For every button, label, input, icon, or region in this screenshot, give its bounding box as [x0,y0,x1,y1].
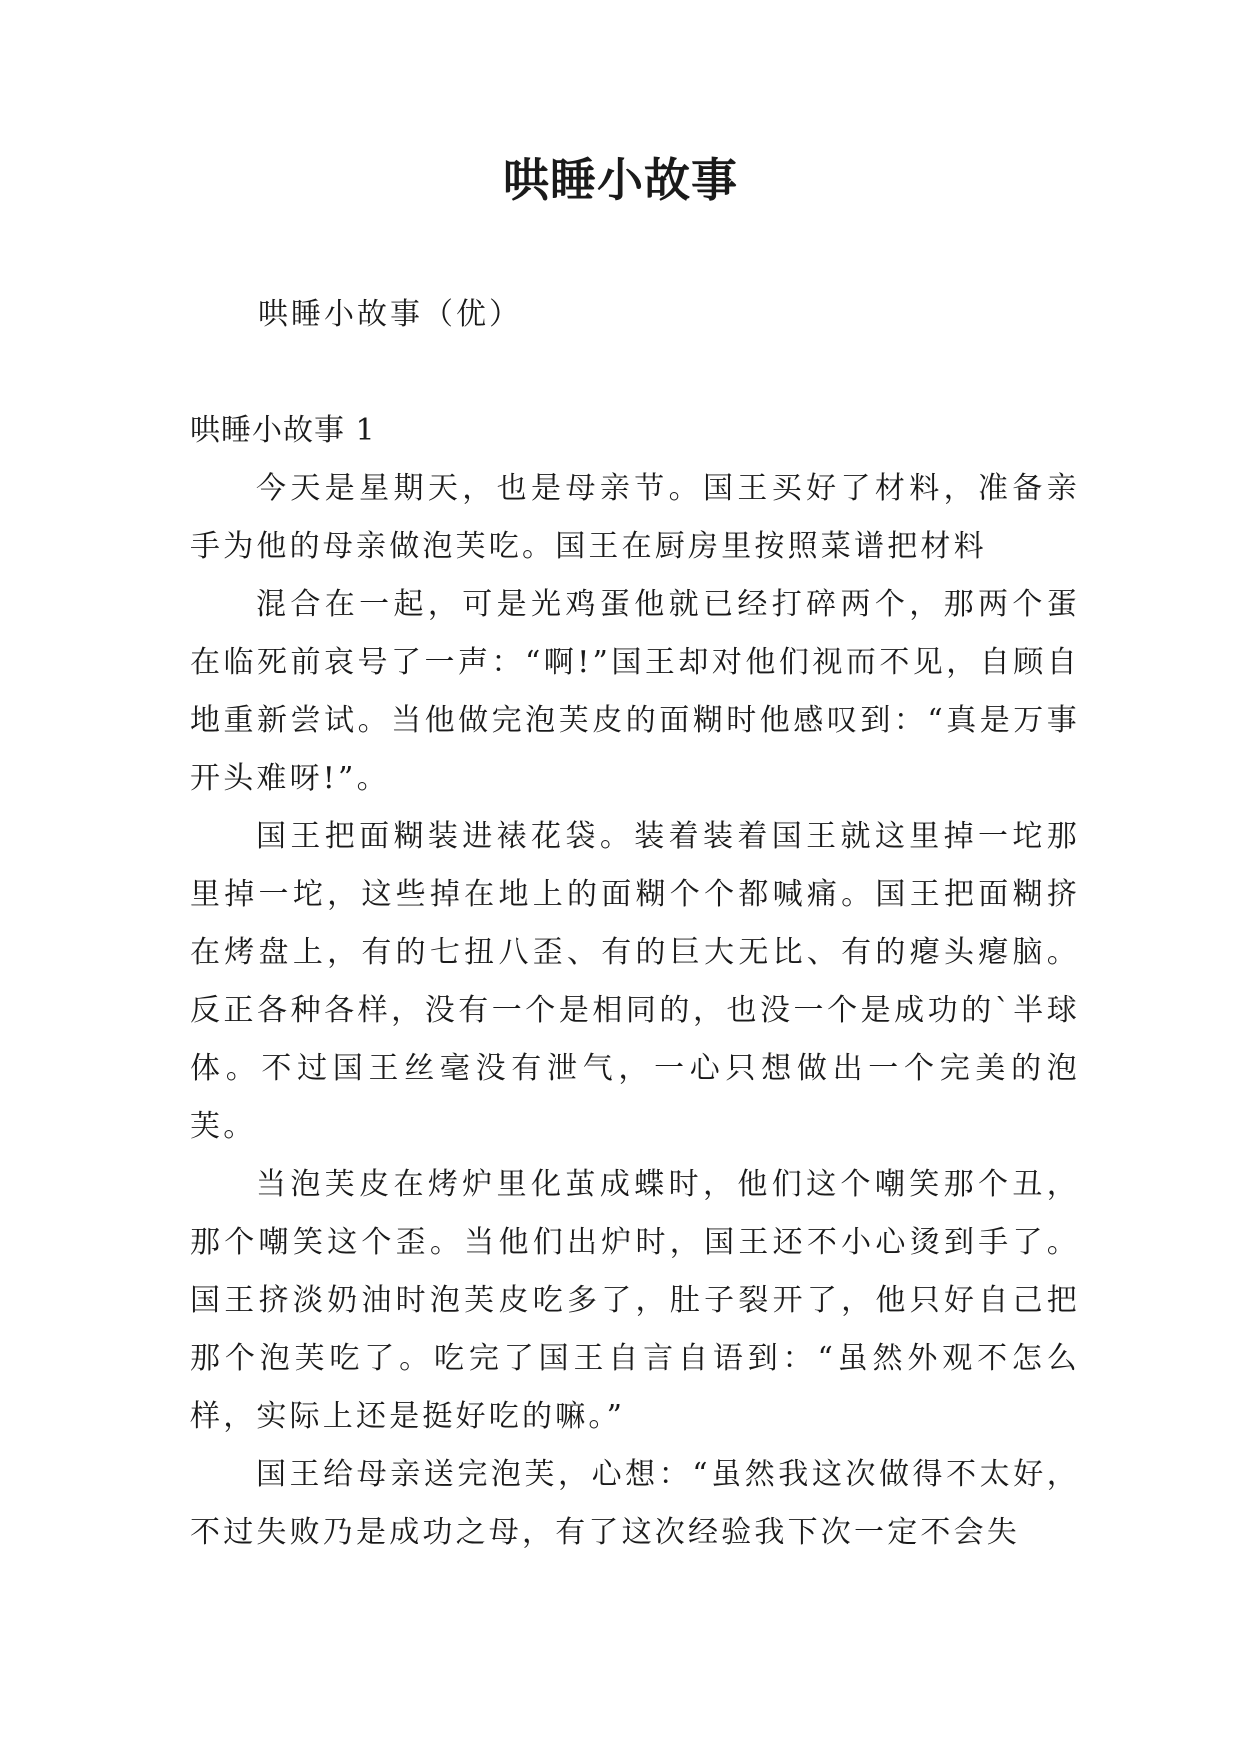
document-body [190,402,1080,1562]
paragraph: 今天是星期天，也是母亲节。国王买好了材料，准备亲手为他的母亲做泡芙吃。国王在厨房里按照菜谱把材料 [190,471,1080,564]
paragraph: 国王把面糊装进裱花袋。装着装着国王就这里掉一坨那里掉一坨，这些掉在地上的面糊个个都喊痛。国王把面糊挤在烤盘上，有的七扭八歪、有的巨大无比、有的瘪头瘪脑。反正各种各样，没有一个是相同的，也没一个是成功的`半球体。不过国王丝毫没有泄气，一心只想做出一个完美的泡芙。 [190,819,1080,1144]
document-subtitle: 哄睡小故事（优） [258,297,522,332]
paragraph: 混合在一起，可是光鸡蛋他就已经打碎两个，那两个蛋在临死前哀号了一声：“啊!”国王却对他们视而不见，自顾自地重新尝试。当他做完泡芙皮的面糊时他感叹到：“真是万事开头难呀!”。 [190,587,1080,796]
section-heading: 哄睡小故事 1 [190,413,376,448]
document-title: 哄睡小故事 [503,153,738,207]
paragraph: 国王给母亲送完泡芙，心想：“虽然我这次做得不太好，不过失败乃是成功之母，有了这次经验我下次一定不会失 [190,1457,1080,1550]
paragraph: 当泡芙皮在烤炉里化茧成蝶时，他们这个嘲笑那个丑，那个嘲笑这个歪。当他们出炉时，国王还不小心烫到手了。国王挤淡奶油时泡芙皮吃多了，肚子裂开了，他只好自己把那个泡芙吃了。吃完了国王自言自语到：“虽然外观不怎么样，实际上还是挺好吃的嘛。” [190,1167,1080,1434]
